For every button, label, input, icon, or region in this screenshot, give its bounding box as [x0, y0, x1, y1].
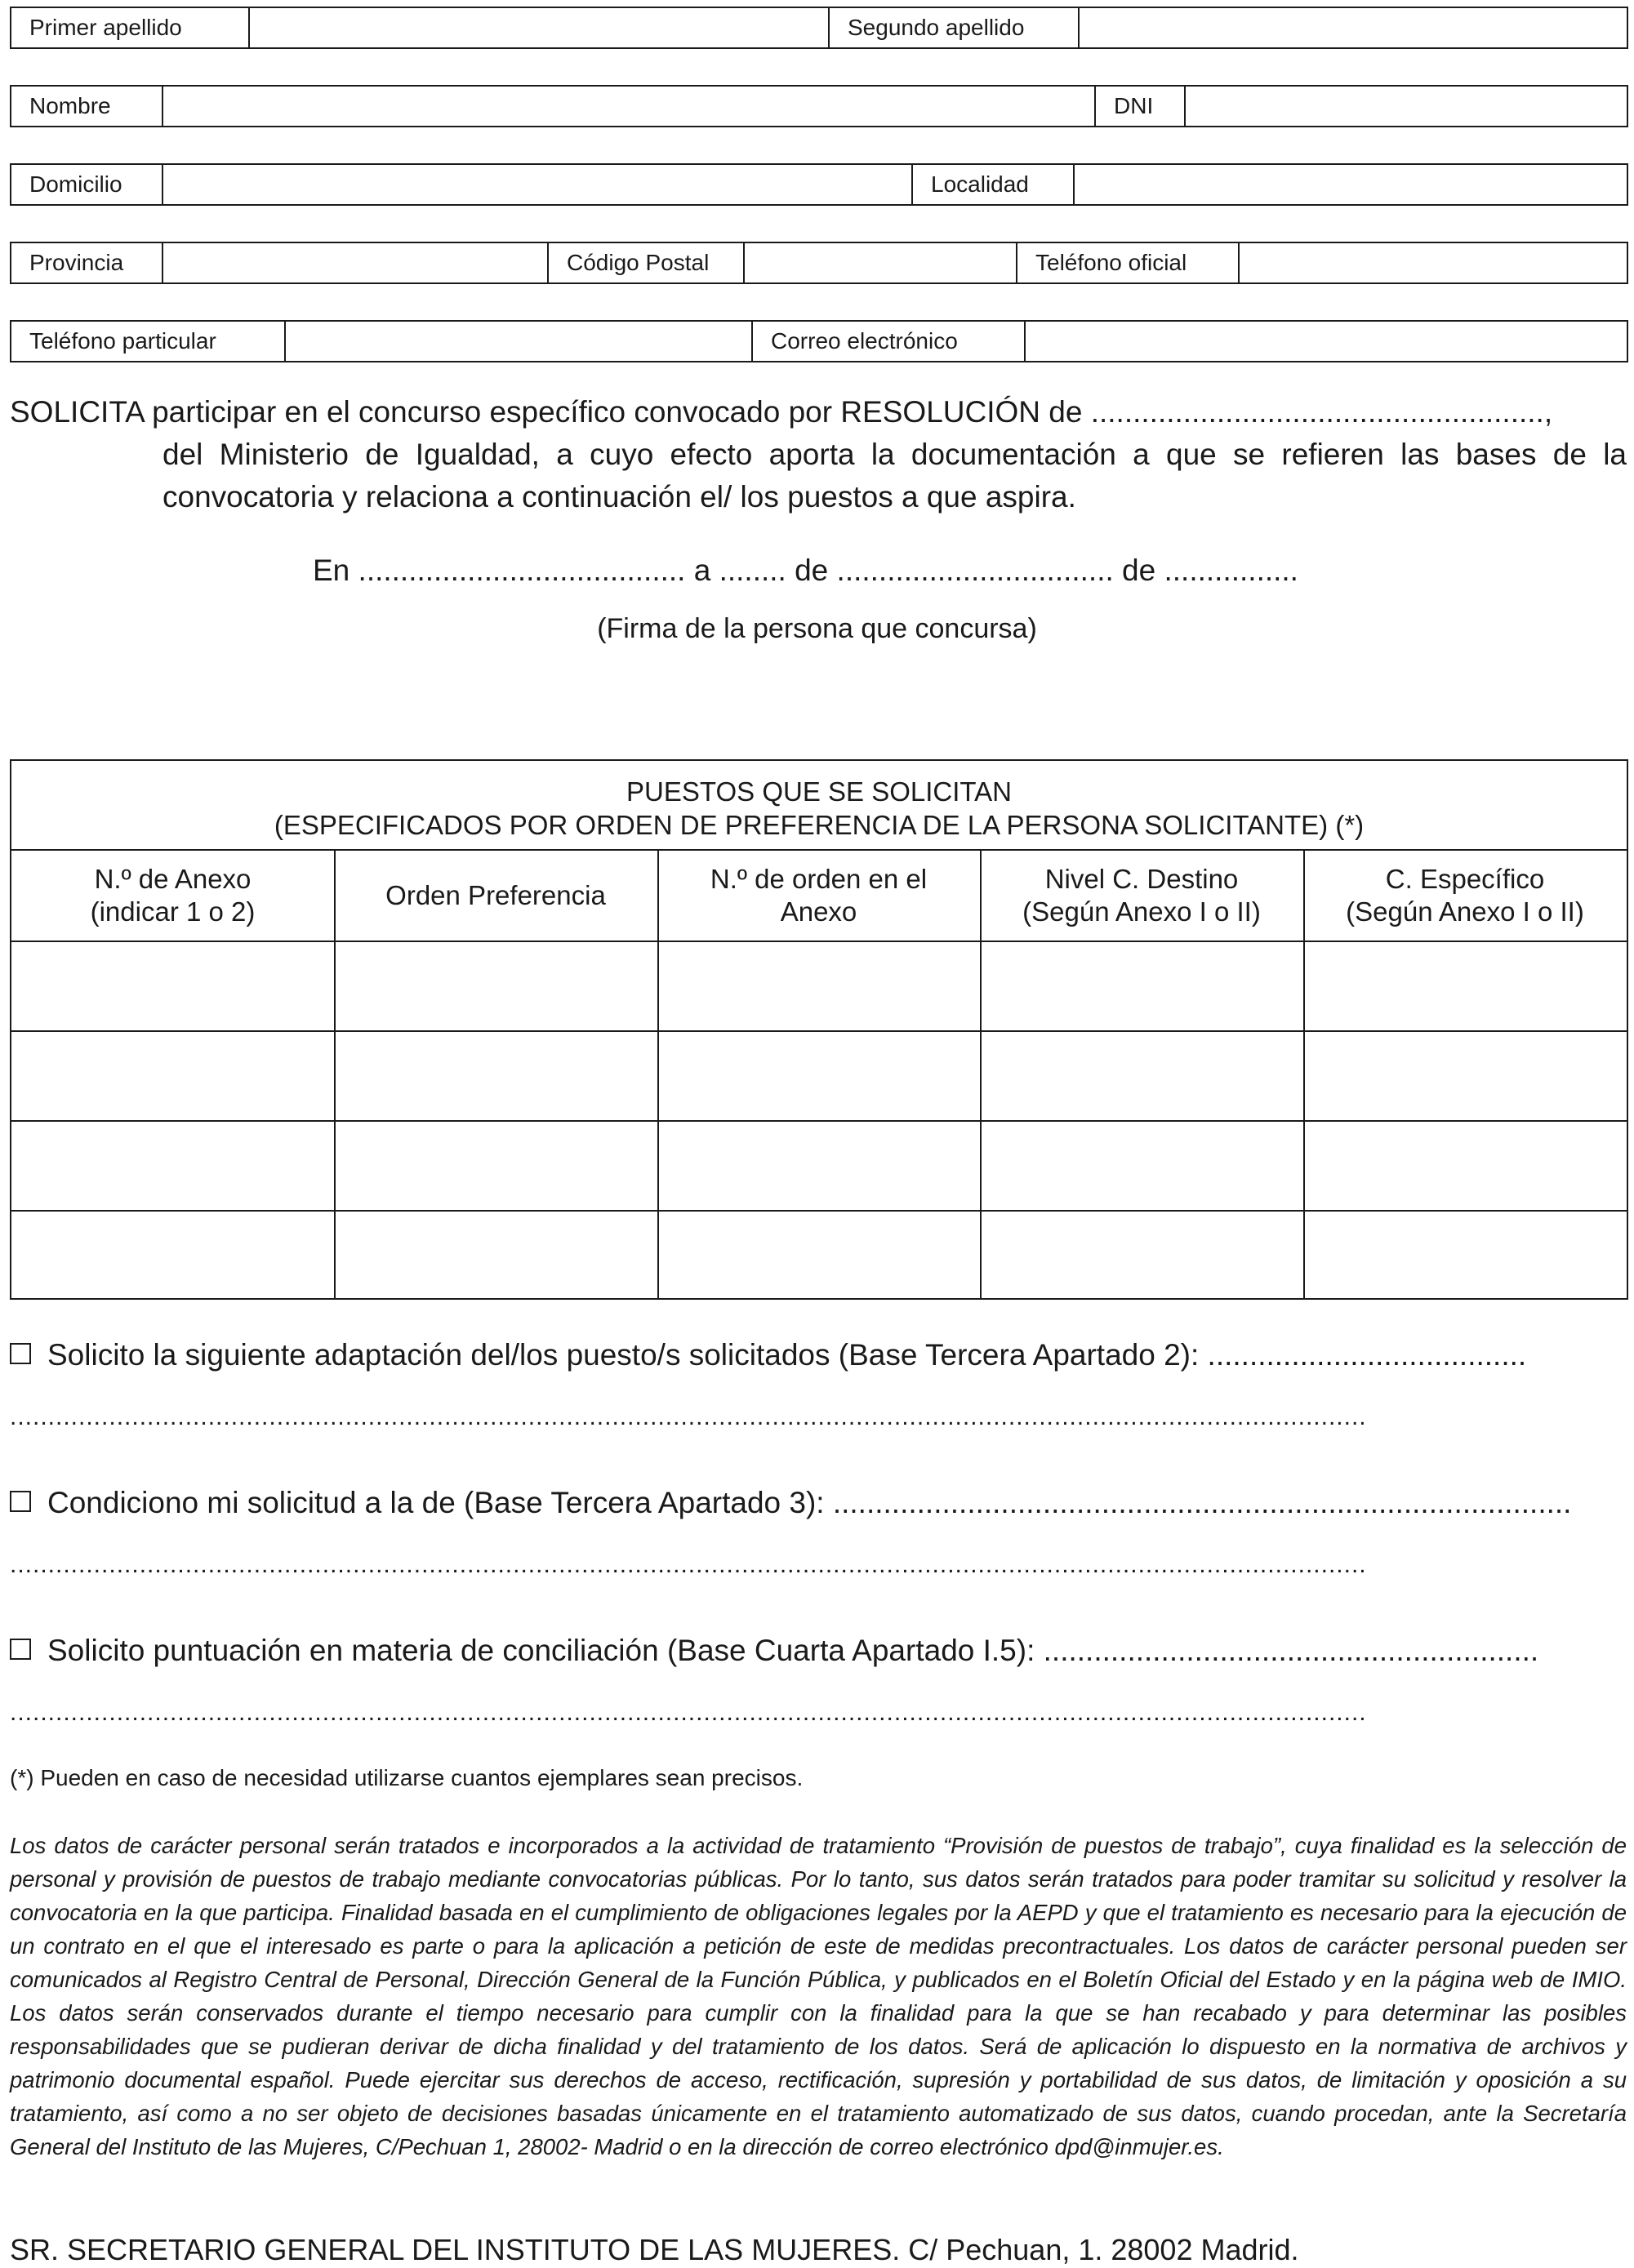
- row-nombre-dni: [10, 85, 1628, 127]
- adaptacion-checkbox[interactable]: [10, 1343, 31, 1364]
- label-dni: DNI: [1094, 87, 1184, 126]
- segundo-apellido-field[interactable]: [1078, 8, 1627, 47]
- label-provincia: Provincia: [29, 250, 124, 275]
- table-title-line2: (ESPECIFICADOS POR ORDEN DE PREFERENCIA DE LA PERSONA SOLICITANTE) (*): [274, 810, 1365, 840]
- correo-electronico-field[interactable]: [1024, 322, 1627, 361]
- col-header-anexo-l1: N.º de Anexo: [94, 864, 252, 894]
- table-cell[interactable]: [11, 1122, 334, 1210]
- label-nombre: Nombre: [29, 93, 111, 118]
- table-cell[interactable]: [11, 1212, 334, 1298]
- table-cell[interactable]: [336, 942, 657, 1030]
- row-telefono-correo: [10, 320, 1628, 362]
- col-header-orden-anexo-l1: N.º de orden en el: [710, 864, 928, 894]
- table-cell[interactable]: [11, 1032, 334, 1120]
- col-header-c-especifico-l1: C. Específico: [1385, 864, 1545, 894]
- row-provincia-cp-telefono: [10, 242, 1628, 284]
- label-primer-apellido: Primer apellido: [29, 15, 182, 40]
- table-cell[interactable]: [1305, 942, 1627, 1030]
- label-localidad: Localidad: [911, 165, 1073, 204]
- table-cell[interactable]: [1305, 1032, 1627, 1120]
- dni-field[interactable]: [1184, 87, 1627, 126]
- option-conciliacion-dots[interactable]: ..................................................................................................................................................................................: [10, 1699, 1367, 1726]
- label-telefono-particular: Teléfono particular: [29, 328, 216, 354]
- label-codigo-postal: Código Postal: [547, 243, 743, 282]
- solicita-line: SOLICITA participar en el concurso específico convocado por RESOLUCIÓN de ......................................................,: [10, 395, 1553, 429]
- col-header-c-especifico: [1303, 851, 1627, 942]
- telefono-oficial-field[interactable]: [1238, 243, 1627, 282]
- row-apellidos: [10, 7, 1628, 49]
- nombre-field[interactable]: [162, 87, 1094, 126]
- label-domicilio: Domicilio: [29, 171, 122, 197]
- addressee-footer: SR. SECRETARIO GENERAL DEL INSTITUTO DE LAS MUJERES. C/ Pechuan, 1. 28002 Madrid.: [10, 2233, 1299, 2266]
- option-adaptacion-text: Solicito la siguiente adaptación del/los puesto/s solicitados (Base Tercera Apartado 2): ......................................: [47, 1338, 1527, 1372]
- table-cell[interactable]: [982, 1032, 1303, 1120]
- signature-caption: (Firma de la persona que concursa): [597, 613, 1037, 644]
- col-header-orden-preferencia-l1: Orden Preferencia: [385, 880, 606, 910]
- col-header-orden-anexo: [657, 851, 980, 942]
- primer-apellido-field[interactable]: [248, 8, 828, 47]
- option-conciliacion-text: Solicito puntuación en materia de conciliación (Base Cuarta Apartado I.5): ...........................................................: [47, 1634, 1539, 1667]
- option-condiciono-dots[interactable]: ..................................................................................................................................................................................: [10, 1551, 1367, 1578]
- table-cell[interactable]: [659, 942, 980, 1030]
- col-header-orden-preferencia: [334, 851, 657, 942]
- table-cell[interactable]: [11, 942, 334, 1030]
- domicilio-field[interactable]: [162, 165, 911, 204]
- col-header-anexo-l2: (indicar 1 o 2): [90, 896, 256, 927]
- col-header-nivel-destino-l2: (Según Anexo I o II): [1022, 896, 1261, 927]
- label-telefono-oficial: Teléfono oficial: [1016, 243, 1238, 282]
- privacy-notice: Los datos de carácter personal serán tratados e incorporados a la actividad de tratamiento “Provisión de puestos de trabajo”, cuya finalidad es la selección de personal y provisión de puestos de trabajo mediante convocatorias públicas. Por lo tanto, sus datos serán tratados para poder tramitar su solicitud y resolver la convocatoria en la que participa. Finalidad basada en el cumplimiento de obligaciones legales por la AEPD y que el tratamiento es necesario para la ejecución de un contrato en el que el interesado es parte o para la aplicación a petición de este de medidas precontractuales. Los datos de carácter personal pueden ser comunicados al Registro Central de Personal, Dirección General de la Función Pública, y publicados en el Boletín Oficial del Estado y en la página web de IMIO. Los datos serán conservados durante el tiempo necesario para cumplir con la finalidad para la que se han recabado y para determinar las posibles responsabilidades que se pudieran derivar de dicha finalidad y del tratamiento de los datos. Será de aplicación lo dispuesto en la normativa de archivos y patrimonio documental español. Puede ejercitar sus derechos de acceso, rectificación, supresión y portabilidad de sus datos, de limitación y oposición a su tratamiento, así como a no ser objeto de decisiones basadas únicamente en el tratamiento automatizado de sus datos, cuando procedan, ante la Secretaría General del Instituto de las Mujeres, C/Pechuan 1, 28002- Madrid o en la dirección de correo electrónico dpd@inmujer.es.: [10, 1833, 1627, 2159]
- table-cell[interactable]: [659, 1122, 980, 1210]
- col-header-orden-anexo-l2: Anexo: [780, 896, 857, 927]
- table-cell[interactable]: [336, 1122, 657, 1210]
- table-title-line1: PUESTOS QUE SE SOLICITAN: [626, 776, 1012, 807]
- table-cell[interactable]: [982, 942, 1303, 1030]
- table-cell[interactable]: [336, 1212, 657, 1298]
- condiciono-checkbox[interactable]: [10, 1491, 31, 1512]
- col-header-nivel-destino-l1: Nivel C. Destino: [1044, 864, 1239, 894]
- codigo-postal-field[interactable]: [743, 243, 1016, 282]
- table-cell[interactable]: [1305, 1212, 1627, 1298]
- option-condiciono: [10, 1484, 1571, 1522]
- positions-table: [10, 759, 1628, 1300]
- table-cell[interactable]: [659, 1212, 980, 1298]
- option-adaptacion-dots[interactable]: ..................................................................................................................................................................................: [10, 1403, 1367, 1430]
- table-cell[interactable]: [982, 1212, 1303, 1298]
- option-condiciono-text: Condiciono mi solicitud a la de (Base Tercera Apartado 3): ........................................................................................: [47, 1486, 1572, 1519]
- solicita-continuation: del Ministerio de Igualdad, a cuyo efecto aporta la documentación a que se refieren las bases de la convocatoria y relaciona a continuación el/ los puestos a que aspira.: [163, 438, 1627, 514]
- option-adaptacion: [10, 1336, 1526, 1374]
- conciliacion-checkbox[interactable]: [10, 1639, 31, 1660]
- col-header-anexo: [11, 851, 334, 942]
- table-cell[interactable]: [336, 1032, 657, 1120]
- row-domicilio-localidad: [10, 163, 1628, 206]
- table-cell[interactable]: [1305, 1122, 1627, 1210]
- footnote: (*) Pueden en caso de necesidad utilizarse cuantos ejemplares sean precisos.: [10, 1765, 804, 1790]
- option-conciliacion: [10, 1632, 1538, 1670]
- localidad-field[interactable]: [1073, 165, 1627, 204]
- col-header-nivel-destino: [980, 851, 1303, 942]
- col-header-c-especifico-l2: (Según Anexo I o II): [1346, 896, 1584, 927]
- provincia-field[interactable]: [162, 243, 547, 282]
- place-date-line: En ....................................... a ........ de ................................. de ................: [313, 554, 1298, 587]
- label-segundo-apellido: Segundo apellido: [828, 8, 1078, 47]
- table-cell[interactable]: [659, 1032, 980, 1120]
- telefono-particular-field[interactable]: [284, 322, 751, 361]
- table-title: [11, 761, 1627, 851]
- table-cell[interactable]: [982, 1122, 1303, 1210]
- label-correo-electronico: Correo electrónico: [751, 322, 1024, 361]
